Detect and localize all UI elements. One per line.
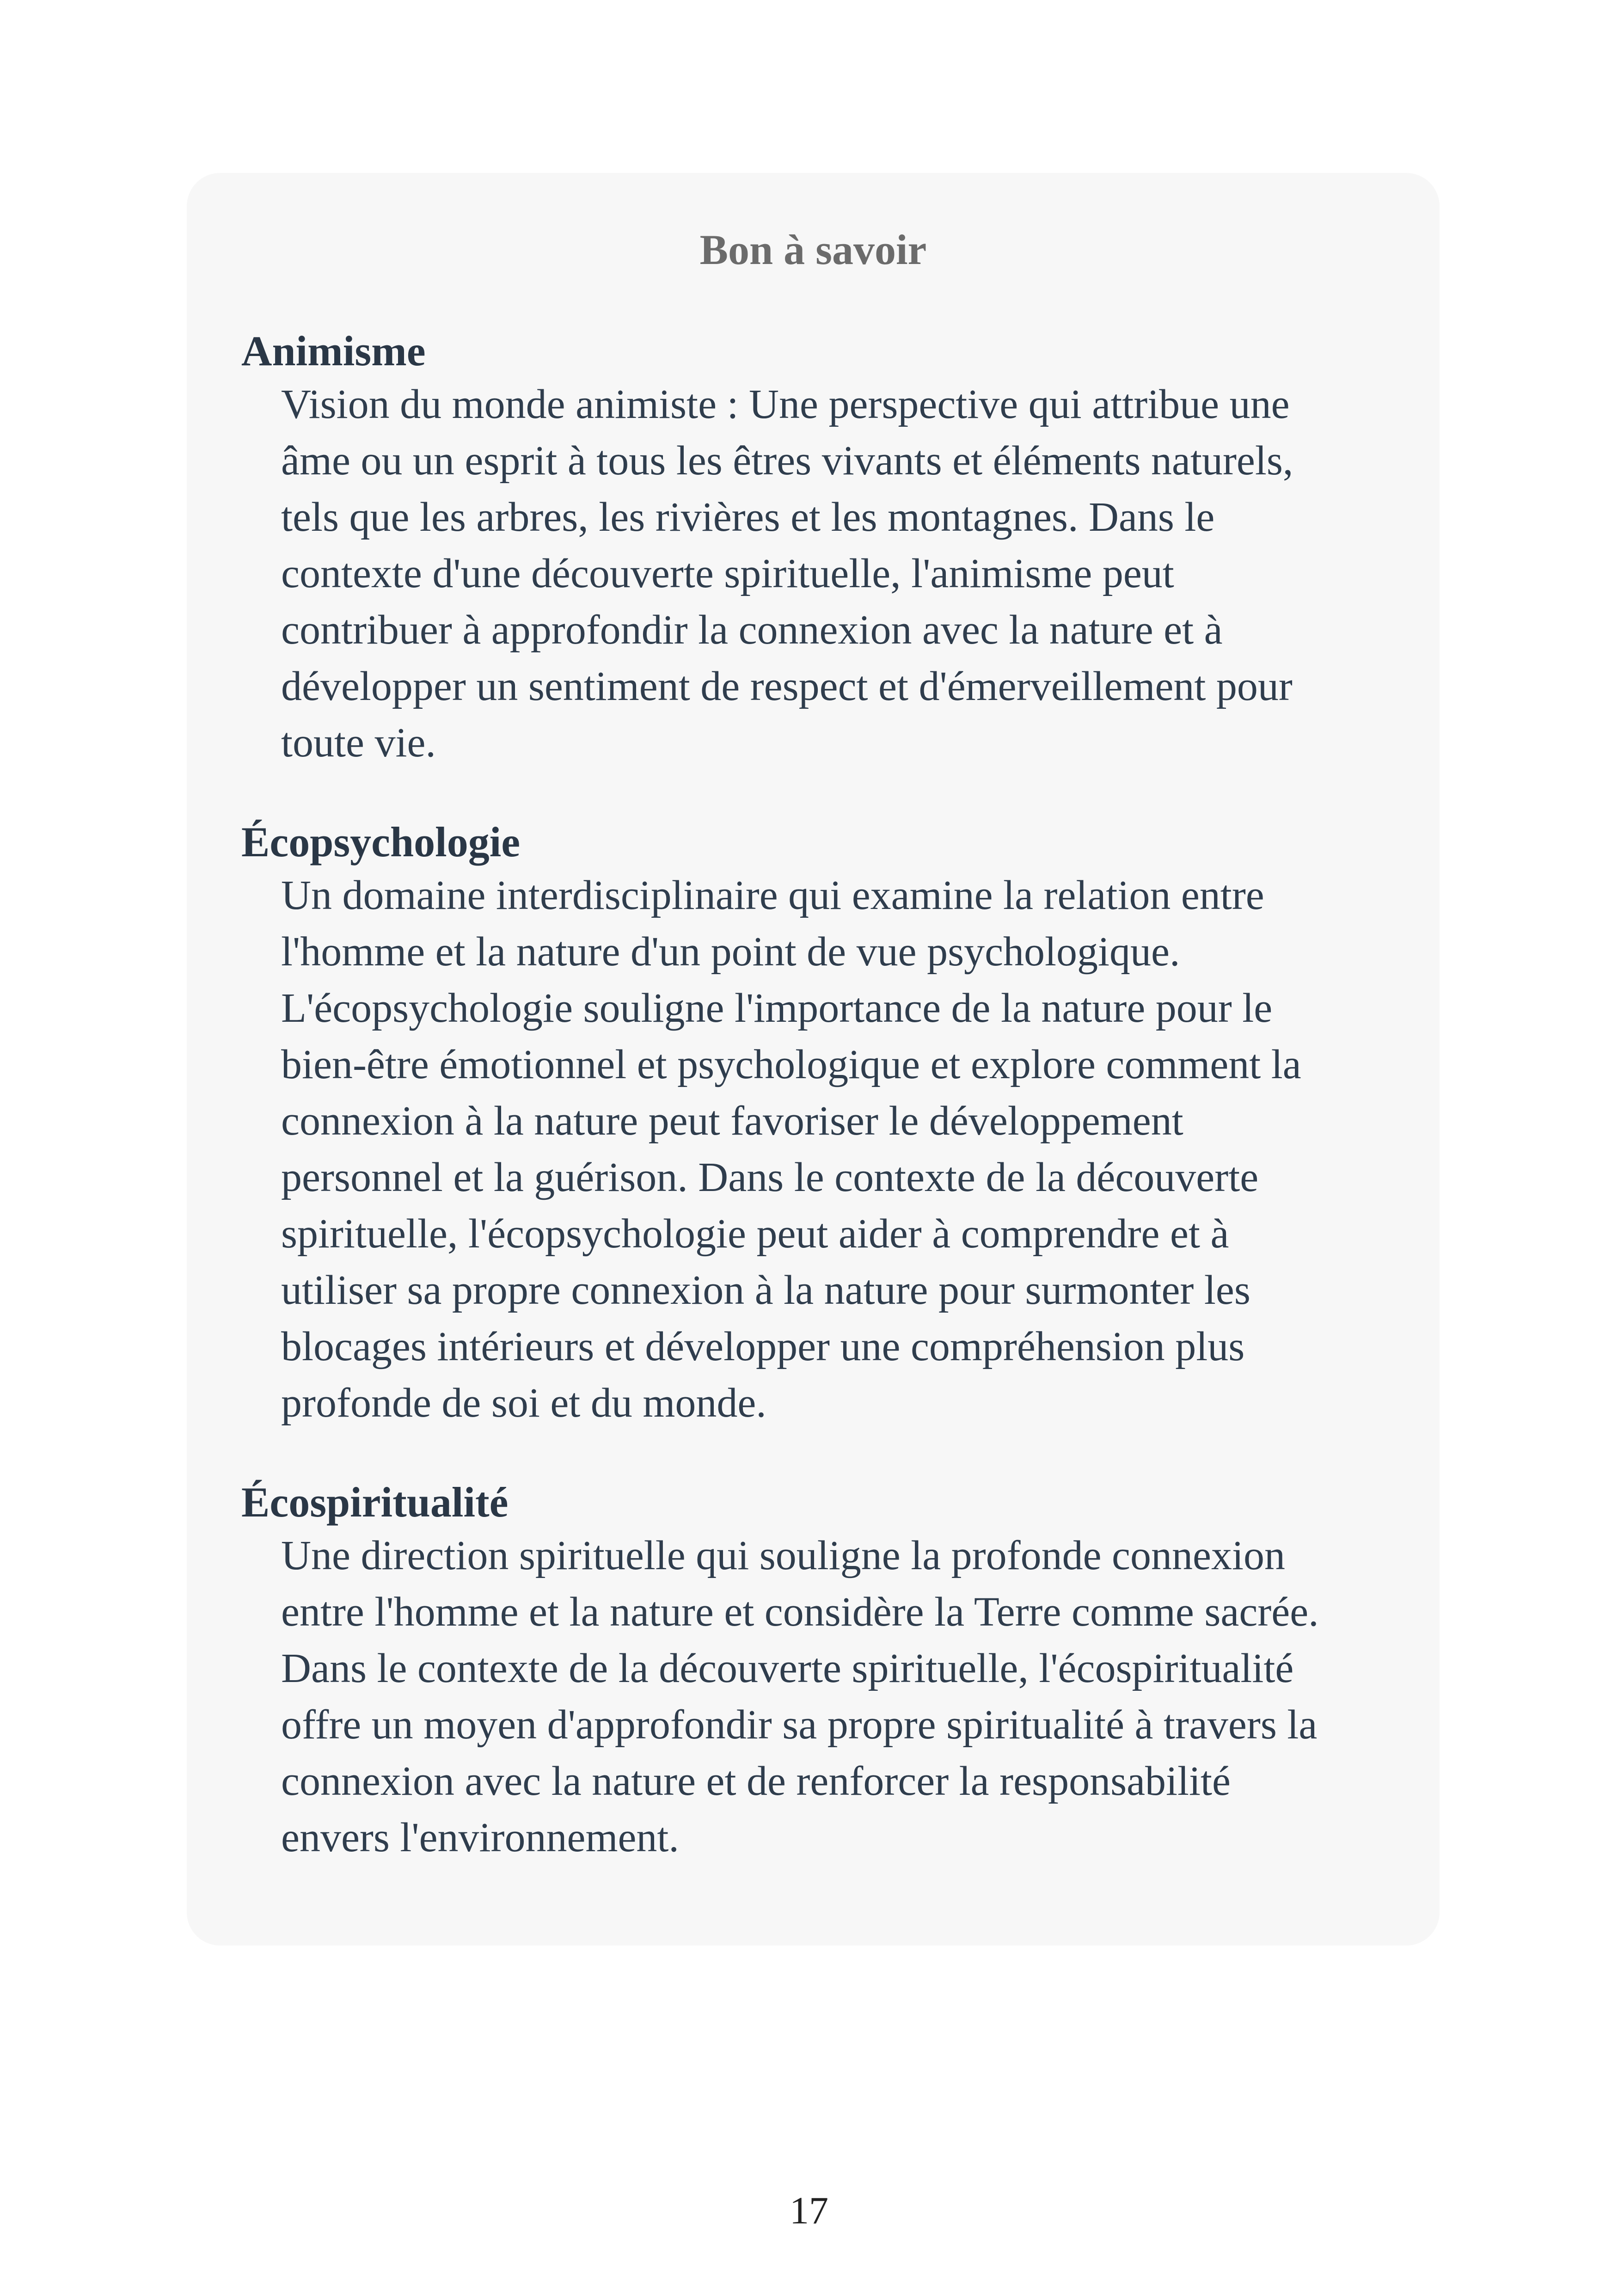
definition-line: envers l'environnement. bbox=[281, 1815, 679, 1860]
definition-line: Un domaine interdisciplinaire qui examine la relation entre bbox=[281, 872, 1264, 918]
definition-line: développer un sentiment de respect et d'émerveillement pour bbox=[281, 663, 1293, 709]
glossary-list bbox=[241, 325, 1425, 1911]
definition-line: contribuer à approfondir la connexion avec la nature et à bbox=[281, 607, 1223, 653]
definition-line: utiliser sa propre connexion à la nature pour surmonter les bbox=[281, 1267, 1250, 1313]
definition-line: toute vie. bbox=[281, 720, 436, 766]
glossary-entry-ecopsychologie bbox=[241, 816, 1425, 1431]
definition-line: connexion à la nature peut favoriser le développement bbox=[281, 1098, 1183, 1144]
definition-line: bien-être émotionnel et psychologique et explore comment la bbox=[281, 1042, 1301, 1087]
definition-line: Une direction spirituelle qui souligne la profonde connexion bbox=[281, 1533, 1285, 1578]
glossary-definition bbox=[281, 867, 1391, 1431]
glossary-entry-animisme bbox=[241, 325, 1425, 771]
definition-line: âme ou un esprit à tous les êtres vivants et éléments naturels, bbox=[281, 438, 1293, 484]
definition-line: tels que les arbres, les rivières et les montagnes. Dans le bbox=[281, 494, 1215, 540]
page-number: 17 bbox=[790, 2189, 828, 2232]
glossary-definition bbox=[281, 376, 1391, 771]
definition-line: connexion avec la nature et de renforcer la responsabilité bbox=[281, 1758, 1231, 1804]
definition-line: blocages intérieurs et développer une compréhension plus bbox=[281, 1324, 1245, 1369]
definition-line: L'écopsychologie souligne l'importance de la nature pour le bbox=[281, 985, 1273, 1031]
definition-line: offre un moyen d'approfondir sa propre spiritualité à travers la bbox=[281, 1702, 1318, 1748]
definition-line: personnel et la guérison. Dans le contexte de la découverte bbox=[281, 1154, 1259, 1200]
definition-line: profonde de soi et du monde. bbox=[281, 1380, 766, 1426]
definition-line: Dans le contexte de la découverte spirituelle, l'écospiritualité bbox=[281, 1645, 1294, 1691]
info-box-title: Bon à savoir bbox=[699, 226, 927, 273]
definition-line: contexte d'une découverte spirituelle, l'animisme peut bbox=[281, 551, 1174, 596]
definition-line: entre l'homme et la nature et considère la Terre comme sacrée. bbox=[281, 1589, 1319, 1635]
glossary-term: Écopsychologie bbox=[241, 818, 521, 866]
definition-line: spirituelle, l'écopsychologie peut aider à comprendre et à bbox=[281, 1211, 1229, 1257]
definition-line: Vision du monde animiste : Une perspective qui attribue une bbox=[281, 381, 1290, 427]
info-box bbox=[187, 173, 1440, 1946]
definition-line: l'homme et la nature d'un point de vue psychologique. bbox=[281, 929, 1180, 975]
glossary-entry-ecospiritualite bbox=[241, 1477, 1425, 1866]
glossary-definition bbox=[281, 1528, 1391, 1866]
glossary-term: Écospiritualité bbox=[241, 1479, 509, 1526]
glossary-term: Animisme bbox=[241, 327, 426, 374]
